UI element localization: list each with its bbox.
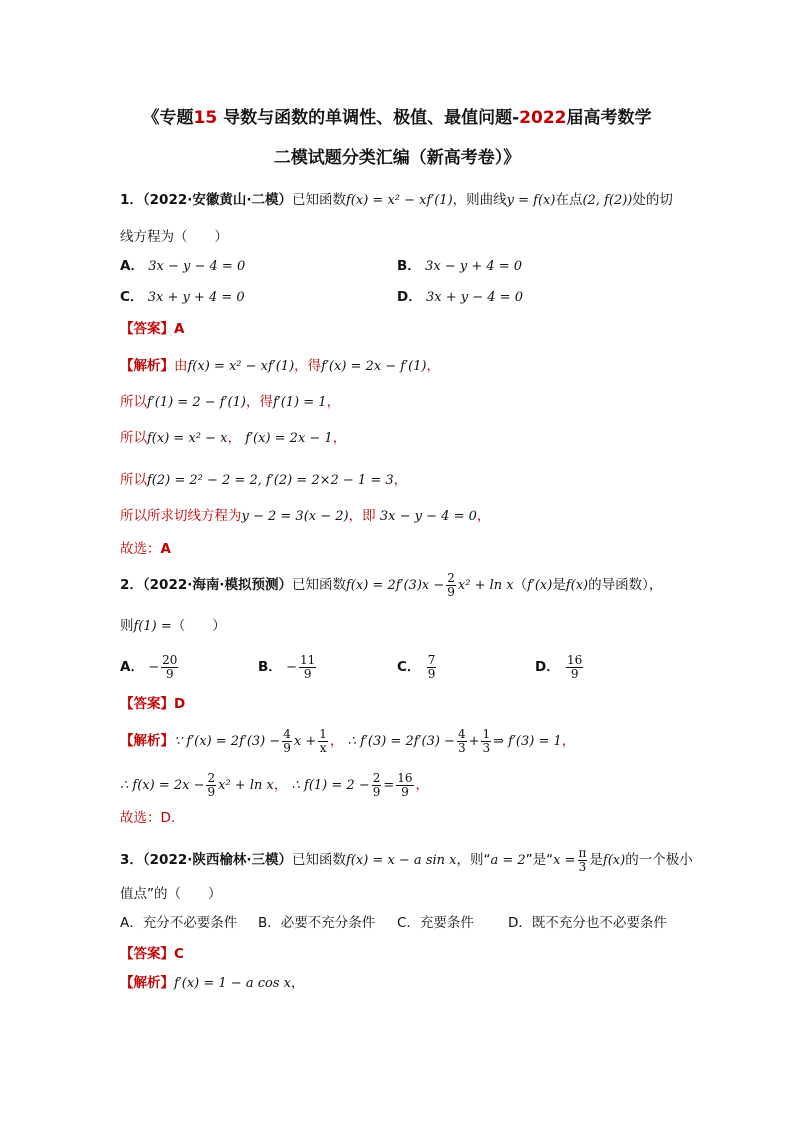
- q1-analysis-4: 所以f(2) = 2² − 2 = 2, f′(2) = 2×2 − 1 = 3，: [120, 472, 408, 488]
- q1-option-d: D． 3x + y − 4 = 0: [397, 289, 523, 305]
- q1-analysis-2: 所以f′(1) = 2 − f′(1)，得f′(1) = 1，: [120, 394, 341, 410]
- q2-option-c: C． $\frac{7}{9}$: [397, 653, 436, 681]
- q2-option-b: B． − $\frac{11}{9}$: [258, 653, 316, 681]
- q3-stem: 3．（2022·陕西榆林·三模）已知函数f(x) = x − a sin x，则“a = 2”是“x = $\frac{\pi}{3}$ 是f(x)的一个极小: [120, 846, 693, 874]
- q2-stem-cont: 则f(1) =（ ）: [120, 618, 226, 634]
- q3-stem-cont: 值点”的（ ）: [120, 886, 222, 902]
- q1-option-c: C． 3x + y + 4 = 0: [120, 289, 245, 305]
- q1-option-a: A． 3x − y − 4 = 0: [120, 258, 246, 274]
- doc-title-line-2: 二模试题分类汇编（新高考卷）》: [273, 148, 521, 168]
- q2-option-a: A． − $\frac{20}{9}$: [120, 653, 178, 681]
- q2-option-d: D． $\frac{16}{9}$: [535, 653, 583, 681]
- q1-analysis-5: 所以所求切线方程为y − 2 = 3(x − 2)，即 3x − y − 4 = 0，: [120, 508, 491, 524]
- q3-answer: 【答案】C: [120, 946, 184, 962]
- q1-analysis-1: 【解析】由f(x) = x² − xf′(1)，得f′(x) = 2x − f′(1)，: [120, 358, 440, 374]
- q3-analysis-1: 【解析】f′(x) = 1 − a cos x，: [120, 975, 305, 991]
- q1-stem-cont: 线方程为（ ）: [120, 229, 228, 245]
- q3-option-c: C．充要条件: [397, 915, 474, 931]
- q2-conclusion: 故选：D.: [120, 810, 176, 826]
- q1-stem: 1．（2022·安徽黄山·二模）已知函数f(x) = x² − xf′(1)，则曲线y = f(x)在点(2, f(2))处的切: [120, 192, 673, 208]
- q3-option-a: A．充分不必要条件: [120, 915, 238, 931]
- q1-answer: 【答案】A: [120, 321, 185, 337]
- q1-analysis-3: 所以f(x) = x² − x， f′(x) = 2x − 1，: [120, 430, 347, 446]
- doc-title-line-1: 《专题15 导数与函数的单调性、极值、最值问题-2022届高考数学: [142, 108, 652, 128]
- q2-stem: 2．（2022·海南·模拟预测）已知函数f(x) = 2f′(3)x − $\frac{2}{9}$ x² + ln x（f′(x)是f(x)的导函数），: [120, 571, 663, 599]
- q2-answer: 【答案】D: [120, 696, 186, 712]
- q2-analysis-2: ∴ f(x) = 2x − $\frac{2}{9}$ x² + ln x， ∴ f(1) = 2 − $\frac{2}{9}$ = $\frac{16}{9}$ ，: [120, 771, 430, 799]
- q1-conclusion: 故选：A: [120, 541, 171, 557]
- q1-option-b: B． 3x − y + 4 = 0: [397, 258, 523, 274]
- q3-option-d: D．既不充分也不必要条件: [508, 915, 667, 931]
- q3-option-b: B．必要不充分条件: [258, 915, 376, 931]
- q2-analysis-1: 【解析】∵ f′(x) = 2f′(3) − $\frac{4}{9}$ x + $\frac{1}{x}$ ， ∴ f′(3) = 2f′(3) − $\frac{4}{3}$ + $\frac{1}{3}$ ⇒ f′(3) = 1，: [120, 727, 576, 755]
